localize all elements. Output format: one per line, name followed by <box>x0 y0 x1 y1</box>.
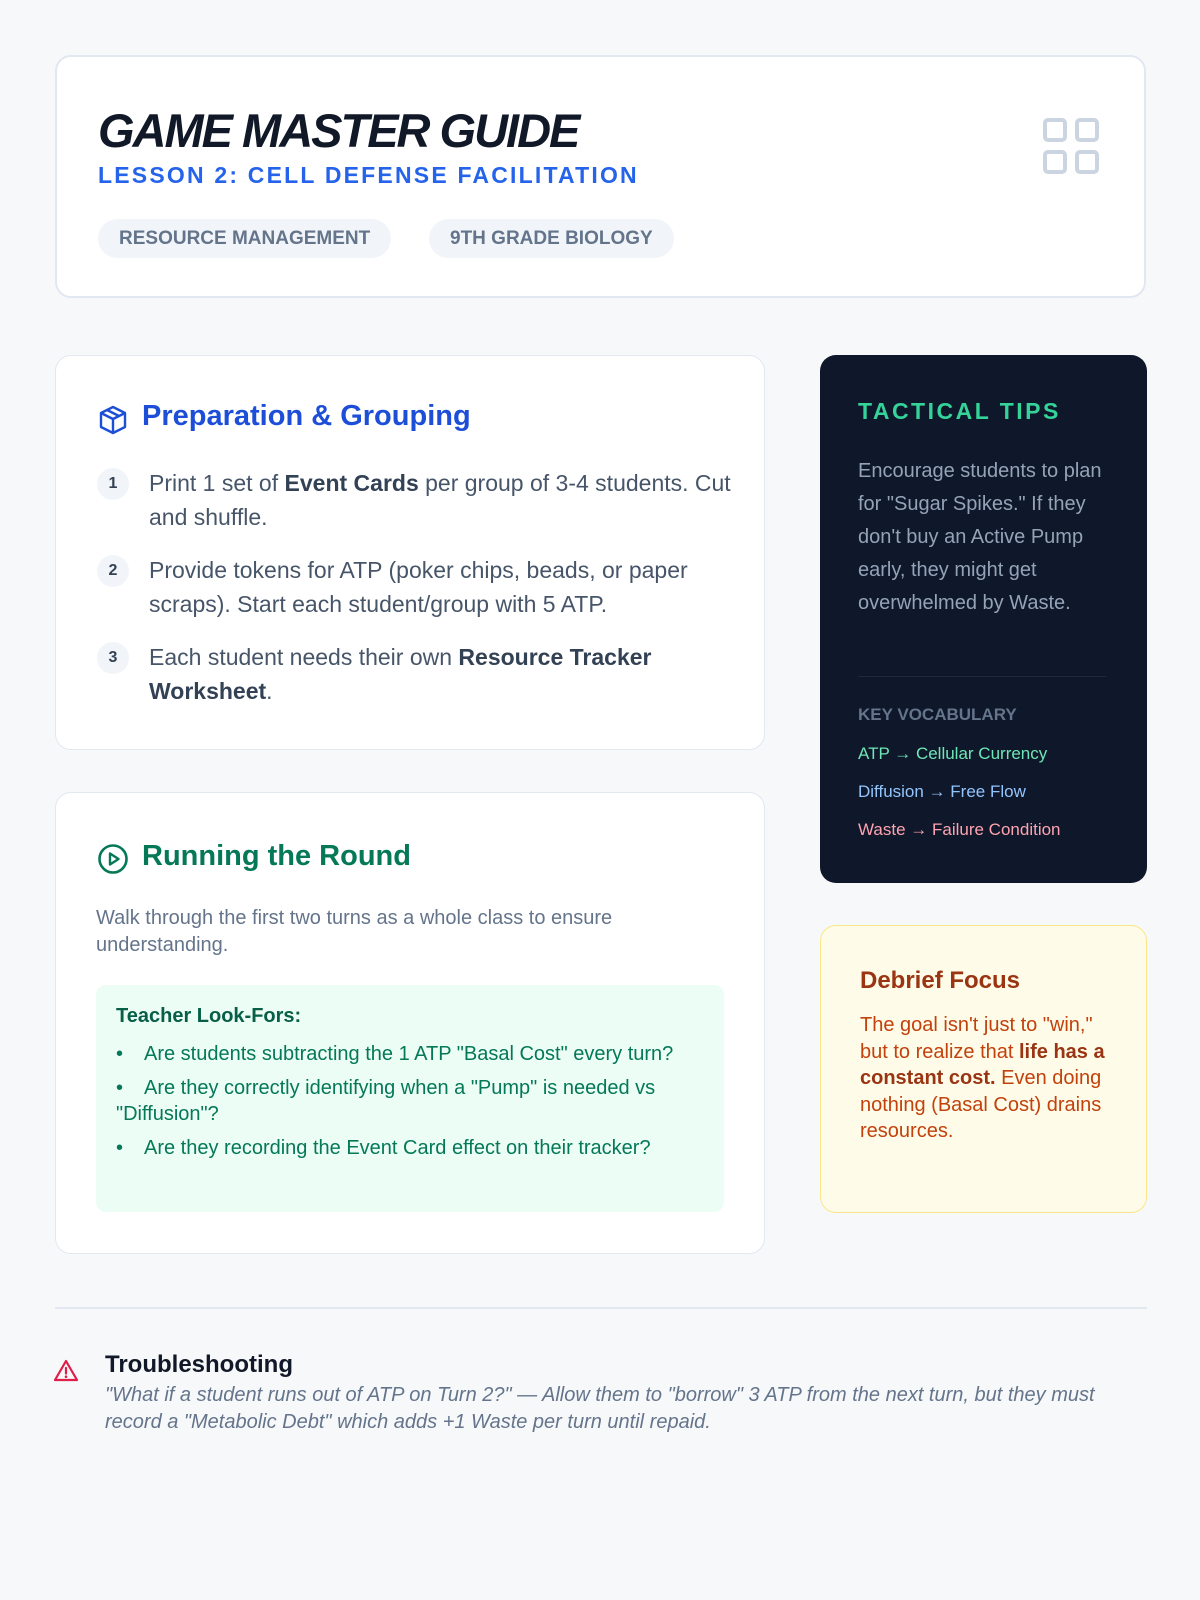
vocab-item-waste: Waste → Failure Condition <box>858 820 1061 839</box>
troubleshooting-text: "What if a student runs out of ATP on Turn 2?" — Allow them to "borrow" 3 ATP from the next turn, but they must record a "Metabolic Debt" which adds +1 Waste per turn until repaid. <box>105 1384 1095 1433</box>
header-card <box>55 55 1146 298</box>
tactical-tips-card <box>820 355 1147 883</box>
step-number: 3 <box>97 642 129 674</box>
lookfors-list <box>116 1041 704 1161</box>
step-text: Provide tokens for ATP (poker chips, beads, or paper scraps). Start each student/group with 5 ATP. <box>149 557 688 617</box>
tag-grade-level: 9TH GRADE BIOLOGY <box>429 219 674 258</box>
tag-resource-management: RESOURCE MANAGEMENT <box>98 219 391 258</box>
list-item: • Are they correctly identifying when a "Pump" is needed vs "Diffusion"? <box>116 1077 656 1125</box>
debrief-body: The goal isn't just to "win," but to realize that life has a constant cost. Even doing nothing (Basal Cost) drains resources. <box>860 1014 1105 1142</box>
lookfors-title: Teacher Look-Fors: <box>116 1005 302 1027</box>
vocab-item-diffusion: Diffusion → Free Flow <box>858 782 1026 801</box>
divider <box>858 676 1106 677</box>
teacher-lookfors-box <box>96 985 724 1212</box>
tips-body: Encourage students to plan for "Sugar Spikes." If they don't buy an Active Pump early, they might get overwhelmed by Waste. <box>858 460 1102 614</box>
debrief-title: Debrief Focus <box>860 967 1021 994</box>
step-text: Print 1 set of Event Cards per group of 3-4 students. Cut and shuffle. <box>149 470 731 530</box>
list-item: • Are they recording the Event Card effect on their tracker? <box>116 1137 651 1159</box>
warning-icon <box>53 1358 79 1384</box>
tips-title: TACTICAL TIPS <box>858 398 1061 424</box>
page-subtitle: LESSON 2: CELL DEFENSE FACILITATION <box>98 162 639 188</box>
debrief-focus-card <box>820 925 1147 1213</box>
divider <box>55 1307 1147 1309</box>
grid-icon <box>1042 117 1100 175</box>
step-text: Each student needs their own Resource Tracker Worksheet. <box>149 644 652 704</box>
vocab-label: KEY VOCABULARY <box>858 705 1017 724</box>
vocab-item-atp: ATP → Cellular Currency <box>858 744 1048 763</box>
running-round-card <box>55 792 765 1254</box>
step-number: 1 <box>97 468 129 500</box>
troubleshooting-title: Troubleshooting <box>105 1351 293 1378</box>
round-description: Walk through the first two turns as a whole class to ensure understanding. <box>96 907 613 956</box>
box-icon <box>97 404 129 436</box>
page-title: GAME MASTER GUIDE <box>98 104 579 157</box>
list-item: • Are students subtracting the 1 ATP "Basal Cost" every turn? <box>116 1043 674 1065</box>
preparation-title: Preparation & Grouping <box>142 400 471 432</box>
step-number: 2 <box>97 555 129 587</box>
play-circle-icon <box>97 843 129 875</box>
running-round-title: Running the Round <box>142 840 411 872</box>
preparation-card <box>55 355 765 750</box>
